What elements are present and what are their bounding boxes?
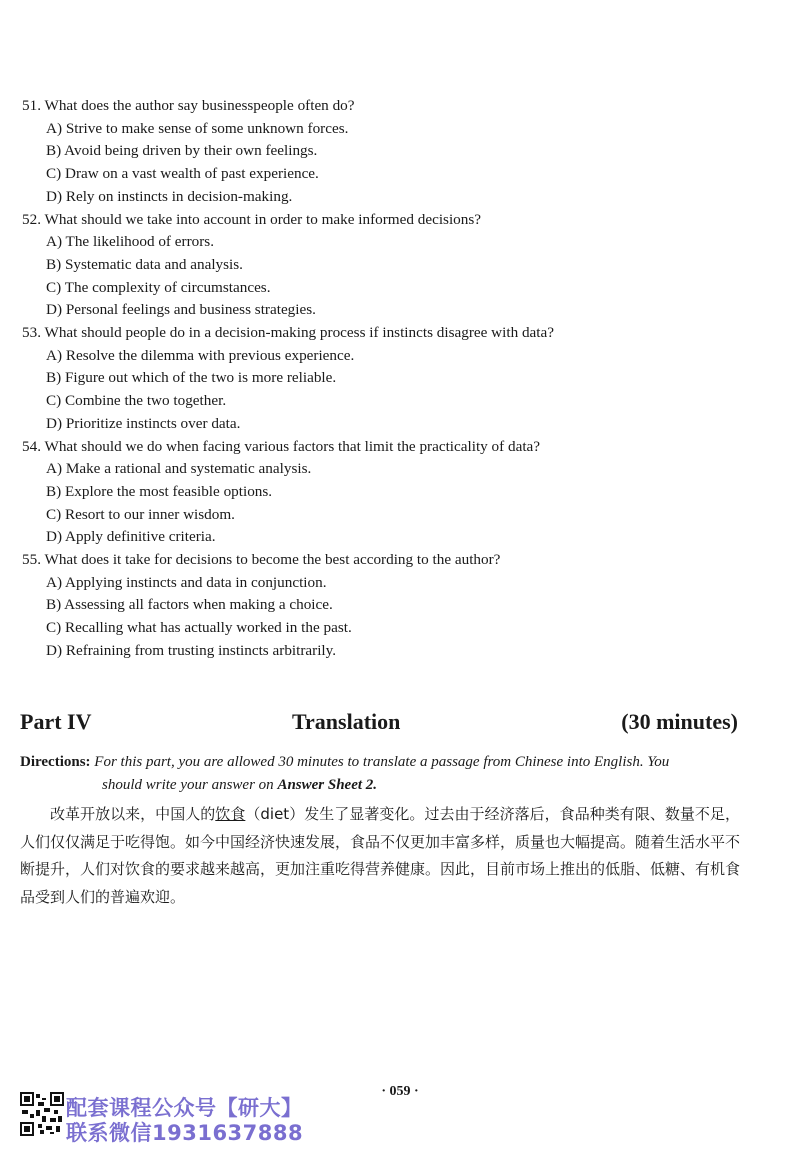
option-b: B) Assessing all factors when making a choice.: [46, 596, 333, 614]
directions-label: Directions:: [20, 754, 91, 770]
watermark-line-1: 配套课程公众号【研大】: [66, 1096, 303, 1120]
passage-underlined: 饮食: [215, 805, 246, 823]
question-stem: 52. What should we take into account in order to make informed decisions?: [22, 210, 482, 228]
option-a: A) Make a rational and systematic analysis.: [46, 460, 312, 478]
answer-sheet-ref: Answer Sheet 2.: [277, 777, 378, 793]
directions: [20, 751, 740, 797]
part-title: Translation: [292, 709, 401, 734]
passage-after: （diet）发生了显著变化。过去由于经济落后，食品种类有限、数量不足，人们仅仅满足于吃得饱。如今中国经济快速发展，食品不仅更加丰富多样，质量也大幅提高。随着生活水平不断提升，人们对饮食的要求越来越高，更加注重吃得营养健康。因此，目前市场上推出的低脂、低糖、有机食品受到人们的普遍欢迎。: [20, 805, 741, 906]
watermark-line-2: 联系微信1931637888: [66, 1121, 304, 1145]
option-b: B) Systematic data and analysis.: [46, 255, 243, 273]
question-stem: 53. What should people do in a decision-making process if instincts disagree with data?: [22, 324, 554, 342]
option-a: A) Strive to make sense of some unknown forces.: [46, 119, 349, 137]
question-55: [22, 549, 752, 663]
option-c: C) Combine the two together.: [46, 392, 227, 410]
option-a: A) Applying instincts and data in conjunction.: [46, 573, 327, 591]
option-c: C) Recalling what has actually worked in the past.: [46, 619, 352, 637]
option-c: C) Resort to our inner wisdom.: [46, 505, 235, 523]
part-header: [20, 709, 738, 741]
page-number: · 059 ·: [381, 1084, 419, 1099]
question-stem: 54. What should we do when facing various factors that limit the practicality of data?: [22, 437, 541, 455]
option-c: C) The complexity of circumstances.: [46, 278, 271, 296]
option-d: D) Rely on instincts in decision-making.: [46, 187, 293, 205]
question-stem: 55. What does it take for decisions to become the best according to the author?: [22, 551, 501, 569]
option-b: B) Avoid being driven by their own feelings.: [46, 142, 318, 160]
directions-text: For this part, you are allowed 30 minutes to translate a passage from Chinese into English. You: [94, 754, 670, 770]
qr-code-icon: [20, 1092, 64, 1136]
question-52: [22, 209, 752, 323]
option-a: A) Resolve the dilemma with previous experience.: [46, 346, 355, 364]
translation-passage: [20, 801, 740, 911]
option-d: D) Apply definitive criteria.: [46, 528, 216, 546]
part-time: (30 minutes): [621, 709, 738, 734]
question-51: [22, 95, 752, 209]
option-d: D) Refraining from trusting instincts arbitrarily.: [46, 641, 337, 659]
question-53: [22, 322, 752, 436]
option-a: A) The likelihood of errors.: [46, 233, 215, 251]
question-54: [22, 436, 752, 550]
directions-text-2: should write your answer on: [102, 777, 278, 793]
part-number: Part IV: [20, 709, 92, 734]
option-b: B) Explore the most feasible options.: [46, 482, 273, 500]
option-d: D) Personal feelings and business strategies.: [46, 301, 316, 319]
passage-before: 改革开放以来，中国人的: [50, 805, 216, 823]
option-c: C) Draw on a vast wealth of past experience.: [46, 165, 319, 183]
option-b: B) Figure out which of the two is more reliable.: [46, 369, 337, 387]
option-d: D) Prioritize instincts over data.: [46, 414, 241, 432]
questions-section: [22, 95, 752, 663]
question-stem: 51. What does the author say businesspeople often do?: [22, 97, 355, 114]
